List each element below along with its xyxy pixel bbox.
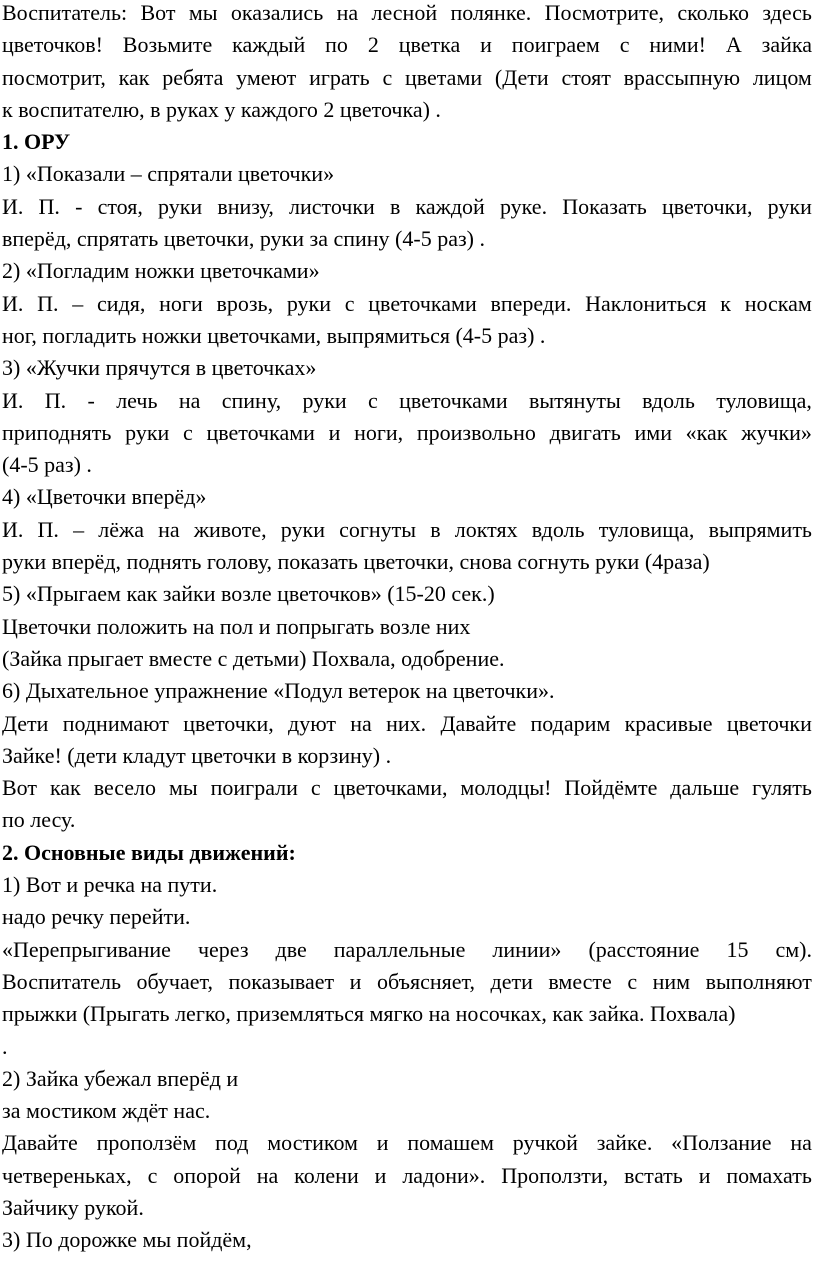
text-line: за мостиком ждёт нас. xyxy=(2,1098,211,1124)
text-line: 2) Зайка убежал вперёд и xyxy=(2,1065,239,1091)
text-line: руки вперёд, поднять голову, показать цветочки, снова согнуть руки (4раза) xyxy=(2,549,710,575)
text-line: 3) По дорожке мы пойдём, xyxy=(2,1227,252,1253)
text-line: к воспитателю, в руках у каждого 2 цветочка) . xyxy=(2,96,441,122)
text-line: ног, погладить ножки цветочками, выпрямиться (4-5 раз) . xyxy=(2,322,546,348)
text-line: надо речку перейти. xyxy=(2,904,191,930)
text-line: 2) «Погладим ножки цветочками» xyxy=(2,258,320,284)
text-line: Воспитатель: Вот мы оказались на лесной полянке. Посмотрите, сколько здесь xyxy=(2,0,812,25)
section-heading: 2. Основные виды движений: xyxy=(2,839,296,865)
text-line: по лесу. xyxy=(2,807,76,833)
text-line: 1) «Показали – спрятали цветочки» xyxy=(2,161,335,187)
text-line: Давайте проползём под мостиком и помашем ручкой зайке. «Ползание на xyxy=(2,1130,812,1156)
text-line: 1) Вот и речка на пути. xyxy=(2,872,218,898)
text-line: посмотрит, как ребята умеют играть с цветами (Дети стоят врассыпную лицом xyxy=(2,64,812,90)
text-line: (4-5 раз) . xyxy=(2,452,92,478)
text-line: 6) Дыхательное упражнение «Подул ветерок на цветочки». xyxy=(2,678,555,704)
text-line: Цветочки положить на пол и попрыгать возле них xyxy=(2,613,471,639)
text-line: Зайчику рукой. xyxy=(2,1194,144,1220)
text-line: 5) «Прыгаем как зайки возле цветочков» (15-20 сек.) xyxy=(2,581,495,607)
text-line: «Перепрыгивание через две параллельные линии» (расстояние 15 см). xyxy=(2,936,812,962)
text-line: И. П. – сидя, ноги врозь, руки с цветочками впереди. Наклониться к носкам xyxy=(2,290,812,316)
text-line: 4) «Цветочки вперёд» xyxy=(2,484,207,510)
text-line: И. П. - стоя, руки внизу, листочки в каждой руке. Показать цветочки, руки xyxy=(2,193,812,219)
text-line: приподнять руки с цветочками и ноги, произвольно двигать ими «как жучки» xyxy=(2,419,812,445)
text-line: Воспитатель обучает, показывает и объясняет, дети вместе с ним выполняют xyxy=(2,968,812,994)
text-line: И. П. – лёжа на животе, руки согнуты в локтях вдоль туловища, выпрямить xyxy=(2,516,812,542)
text-line: (Зайка прыгает вместе с детьми) Похвала, одобрение. xyxy=(2,645,505,671)
text-line: Зайке! (дети кладут цветочки в корзину) . xyxy=(2,742,392,768)
text-line: Дети поднимают цветочки, дуют на них. Давайте подарим красивые цветочки xyxy=(2,710,812,736)
text-line: Вот как весело мы поиграли с цветочками, молодцы! Пойдёмте дальше гулять xyxy=(2,775,812,801)
text-line: прыжки (Прыгать легко, приземляться мягко на носочках, как зайка. Похвала) xyxy=(2,1001,736,1027)
text-line: вперёд, спрятать цветочки, руки за спину (4-5 раз) . xyxy=(2,226,485,252)
text-line: четвереньках, с опорой на колени и ладони». Проползти, встать и помахать xyxy=(2,1162,812,1188)
text-line: 3) «Жучки прячутся в цветочках» xyxy=(2,355,317,381)
text-line: И. П. - лечь на спину, руки с цветочками вытянуты вдоль туловища, xyxy=(2,387,812,413)
text-line: цветочков! Возьмите каждый по 2 цветка и поиграем с ними! А зайка xyxy=(2,32,812,58)
section-heading: 1. ОРУ xyxy=(2,129,71,155)
text-line: . xyxy=(2,1033,8,1059)
